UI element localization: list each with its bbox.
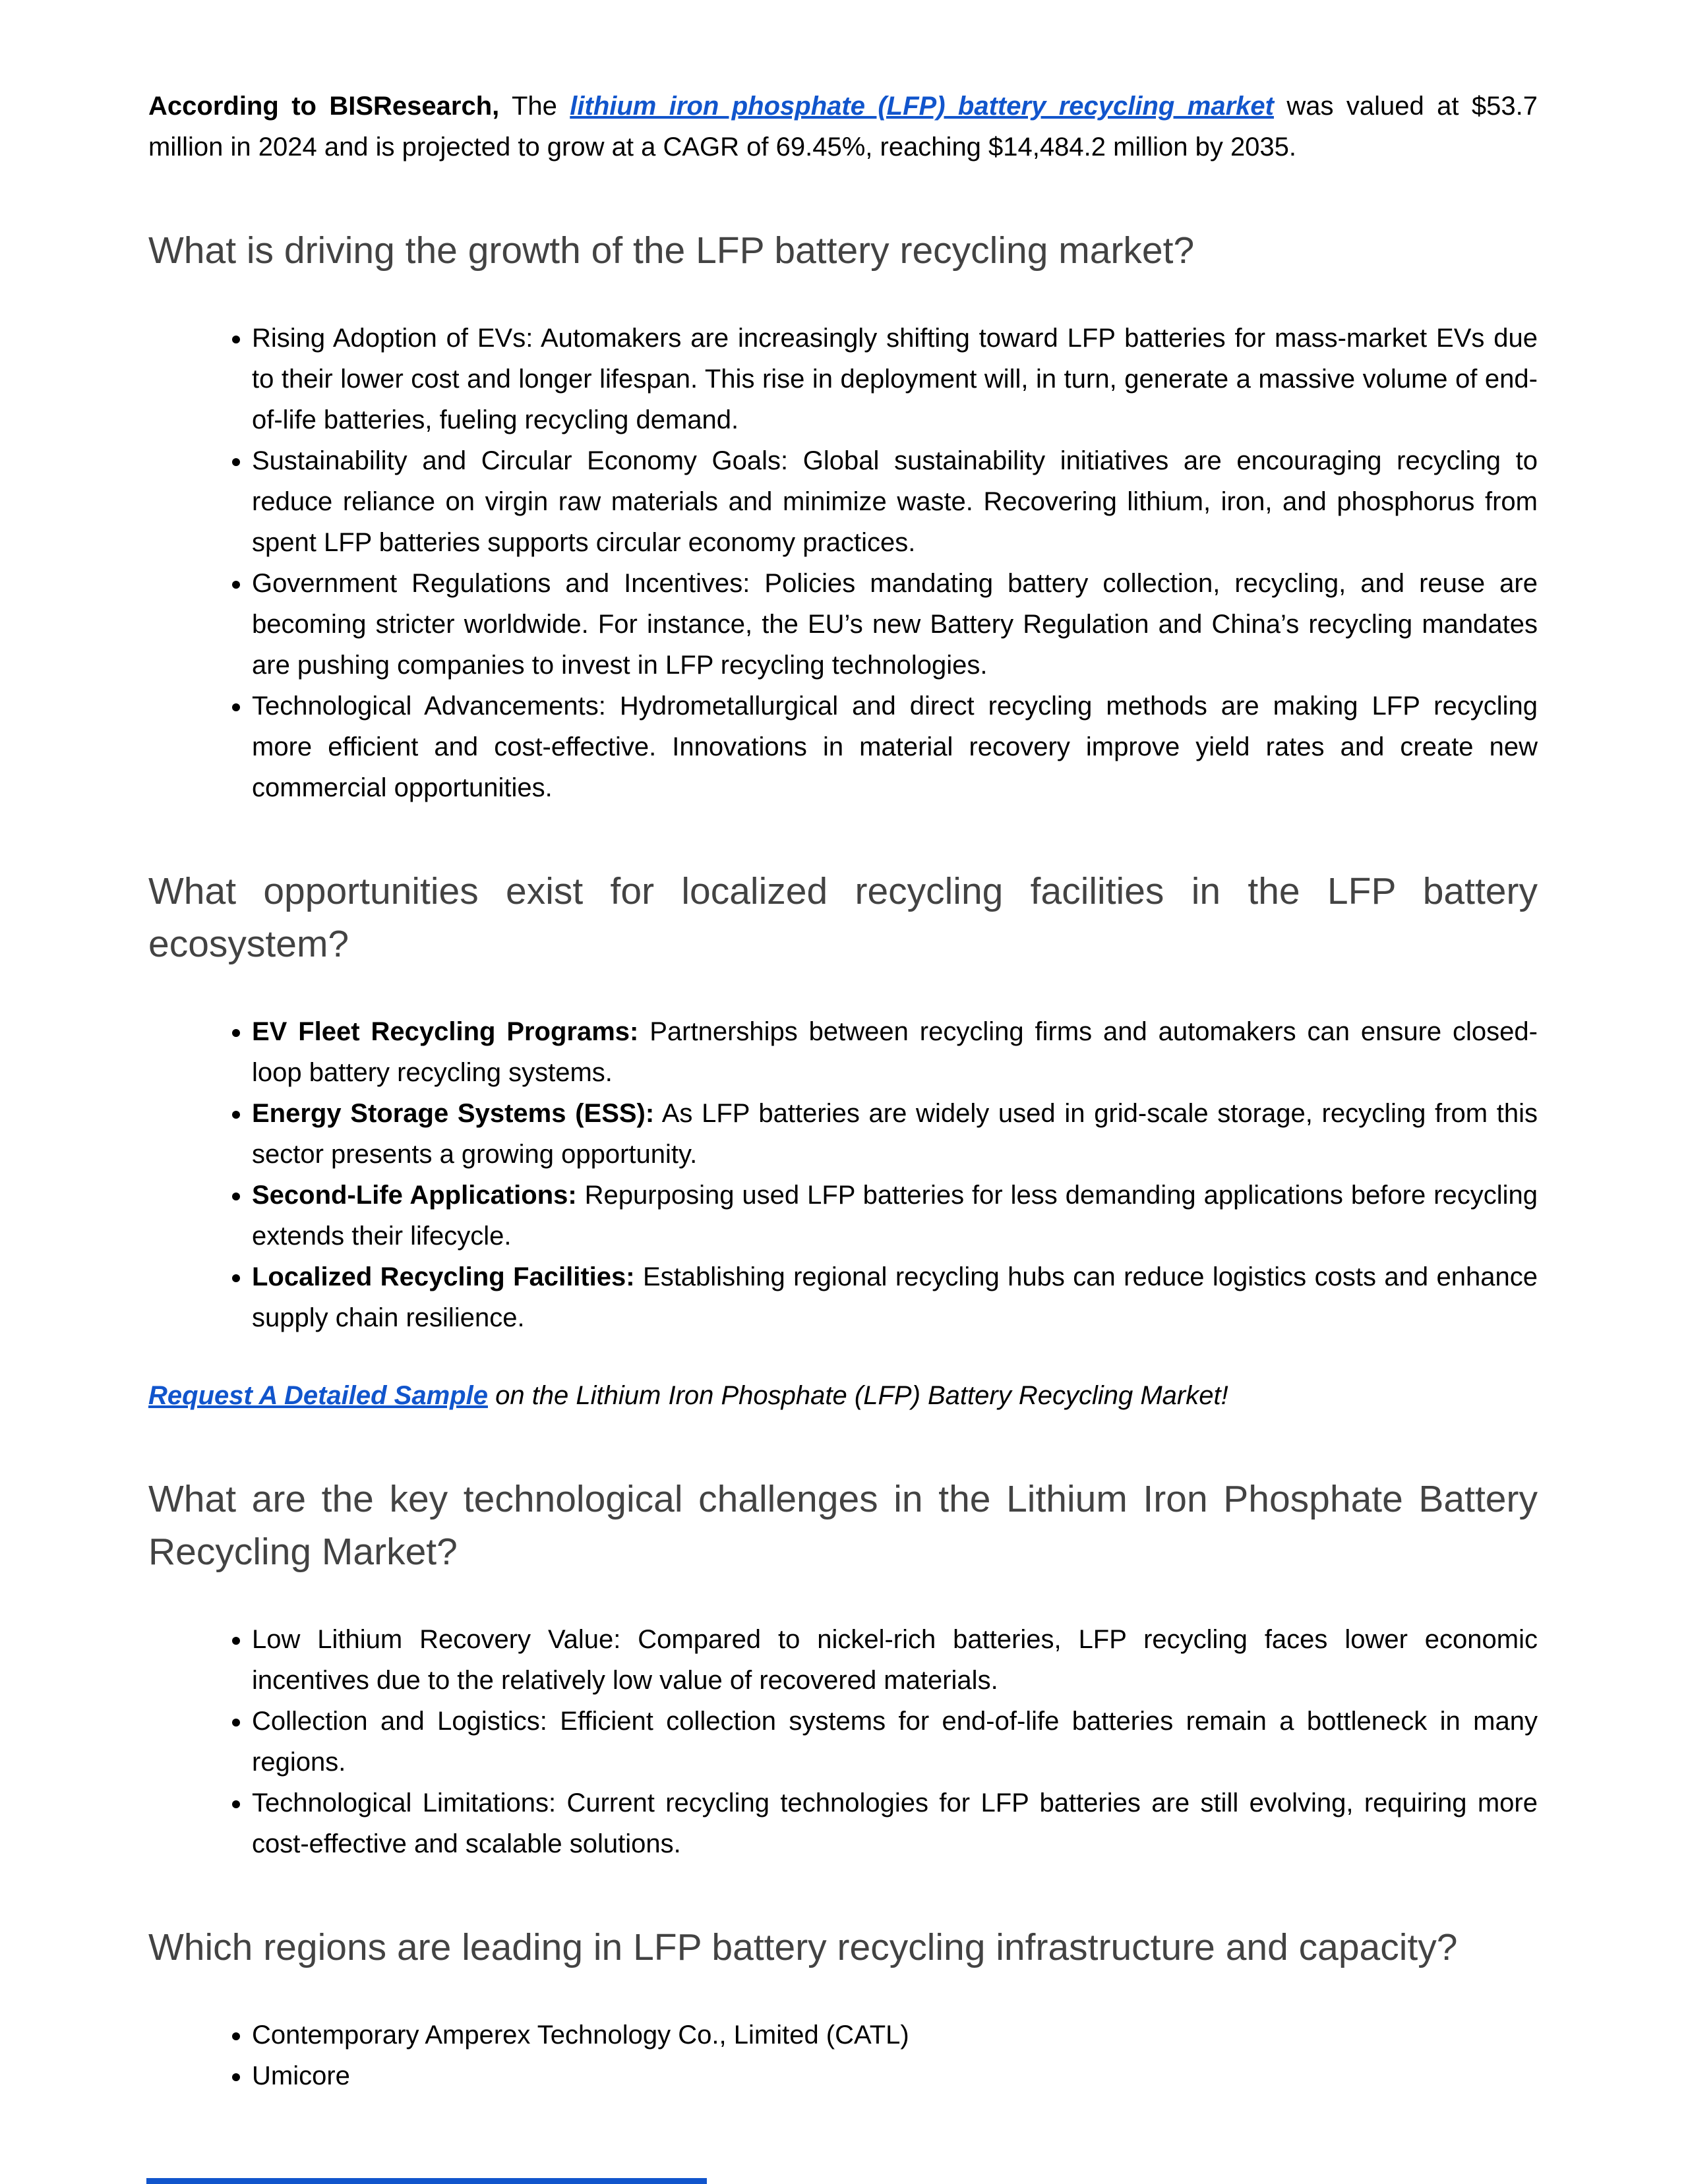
- section-heading: What are the key technological challenges in the Lithium Iron Phosphate Battery Recycling Market?: [148, 1478, 1538, 1573]
- lfp-market-link[interactable]: lithium iron phosphate (LFP) battery recycling market: [570, 92, 1274, 121]
- bullet-text: Rising Adoption of EVs: Automakers are increasingly shifting toward LFP batteries for mass-market EVs due to their lower cost and longer lifespan. This rise in deployment will, in turn, generate a massive volume of end-of-life batteries, fueling recycling demand.: [252, 324, 1538, 434]
- bullet-list: [148, 1619, 1538, 1864]
- bullet-item: [252, 1093, 1538, 1175]
- bullet-list: [148, 1011, 1538, 1338]
- bullet-item: [252, 1011, 1538, 1093]
- sample-request-line: [148, 1375, 1538, 1416]
- bullet-item: [252, 318, 1538, 440]
- bullet-list: [148, 2015, 1538, 2096]
- intro-bold-lead: According to BISResearch,: [148, 92, 500, 121]
- bullet-text: Umicore: [252, 2061, 350, 2090]
- intro-pre-link-text: The: [499, 92, 570, 121]
- bullet-text: As LFP batteries are widely used in grid-scale storage, recycling from this sector presents a growing opportunity.: [252, 1099, 1538, 1169]
- intro-paragraph: [148, 86, 1538, 167]
- section-heading: What opportunities exist for localized recycling facilities in the LFP battery ecosystem?: [148, 870, 1538, 965]
- bullet-text: Sustainability and Circular Economy Goals: Global sustainability initiatives are encouraging recycling to reduce reliance on virgin raw materials and minimize waste. Recovering lithium, iron, and phosphorus from spent LFP batteries supports circular economy practices.: [252, 446, 1538, 557]
- bullet-text: Technological Advancements: Hydrometallurgical and direct recycling methods are making LFP recycling more efficient and cost-effective. Innovations in material recovery improve yield rates and create new commercial opportunities.: [252, 692, 1538, 802]
- bullet-item: [252, 1256, 1538, 1338]
- bullet-text: Technological Limitations: Current recycling technologies for LFP batteries are still evolving, requiring more cost-effective and scalable solutions.: [252, 1788, 1538, 1858]
- bullet-text: Low Lithium Recovery Value: Compared to nickel-rich batteries, LFP recycling faces lower economic incentives due to the relatively low value of recovered materials.: [252, 1625, 1538, 1695]
- bullet-item: [252, 563, 1538, 686]
- bullet-item: [252, 2015, 1538, 2055]
- sample-line-text: on the Lithium Iron Phosphate (LFP) Battery Recycling Market!: [487, 1381, 1228, 1410]
- bullet-text: Establishing regional recycling hubs can reduce logistics costs and enhance supply chain resilience.: [252, 1262, 1538, 1332]
- bullet-text: Repurposing used LFP batteries for less demanding applications before recycling extends their lifecycle.: [252, 1181, 1538, 1251]
- sections-group-top: [148, 224, 1538, 1338]
- bullet-item: [252, 2055, 1538, 2096]
- section-heading: Which regions are leading in LFP battery recycling infrastructure and capacity?: [148, 1926, 1458, 1968]
- bullet-item: [252, 1701, 1538, 1783]
- bullet-item: [252, 1783, 1538, 1864]
- section-heading: What is driving the growth of the LFP battery recycling market?: [148, 229, 1195, 272]
- bullet-item: [252, 686, 1538, 808]
- bullet-item: [252, 440, 1538, 563]
- bullet-bold-lead: Localized Recycling Facilities:: [252, 1262, 635, 1291]
- bullet-item: [252, 1619, 1538, 1701]
- bullet-list: [148, 318, 1538, 808]
- intro-post-link-text: was valued at $53.7 million in 2024 and is projected to grow at a CAGR of 69.45%, reaching $14,484.2 million by 2035.: [148, 92, 1538, 162]
- bullet-item: [252, 1175, 1538, 1256]
- bullet-text: Contemporary Amperex Technology Co., Limited (CATL): [252, 2021, 909, 2050]
- bullet-text: Government Regulations and Incentives: Policies mandating battery collection, recycling, and reuse are becoming stricter worldwide. For instance, the EU’s new Battery Regulation and China’s recycling mandates are pushing companies to invest in LFP recycling technologies.: [252, 569, 1538, 680]
- bullet-bold-lead: Second-Life Applications:: [252, 1181, 577, 1210]
- cutoff-link-line[interactable]: [146, 2178, 707, 2184]
- bullet-text: Collection and Logistics: Efficient collection systems for end-of-life batteries remain a bottleneck in many regions.: [252, 1707, 1538, 1777]
- sections-group-bottom: [148, 1473, 1538, 2096]
- bullet-text: Partnerships between recycling firms and automakers can ensure closed-loop battery recycling systems.: [252, 1017, 1538, 1087]
- bullet-bold-lead: Energy Storage Systems (ESS):: [252, 1099, 655, 1128]
- bullet-bold-lead: EV Fleet Recycling Programs:: [252, 1017, 639, 1046]
- request-sample-link[interactable]: Request A Detailed Sample: [148, 1381, 488, 1410]
